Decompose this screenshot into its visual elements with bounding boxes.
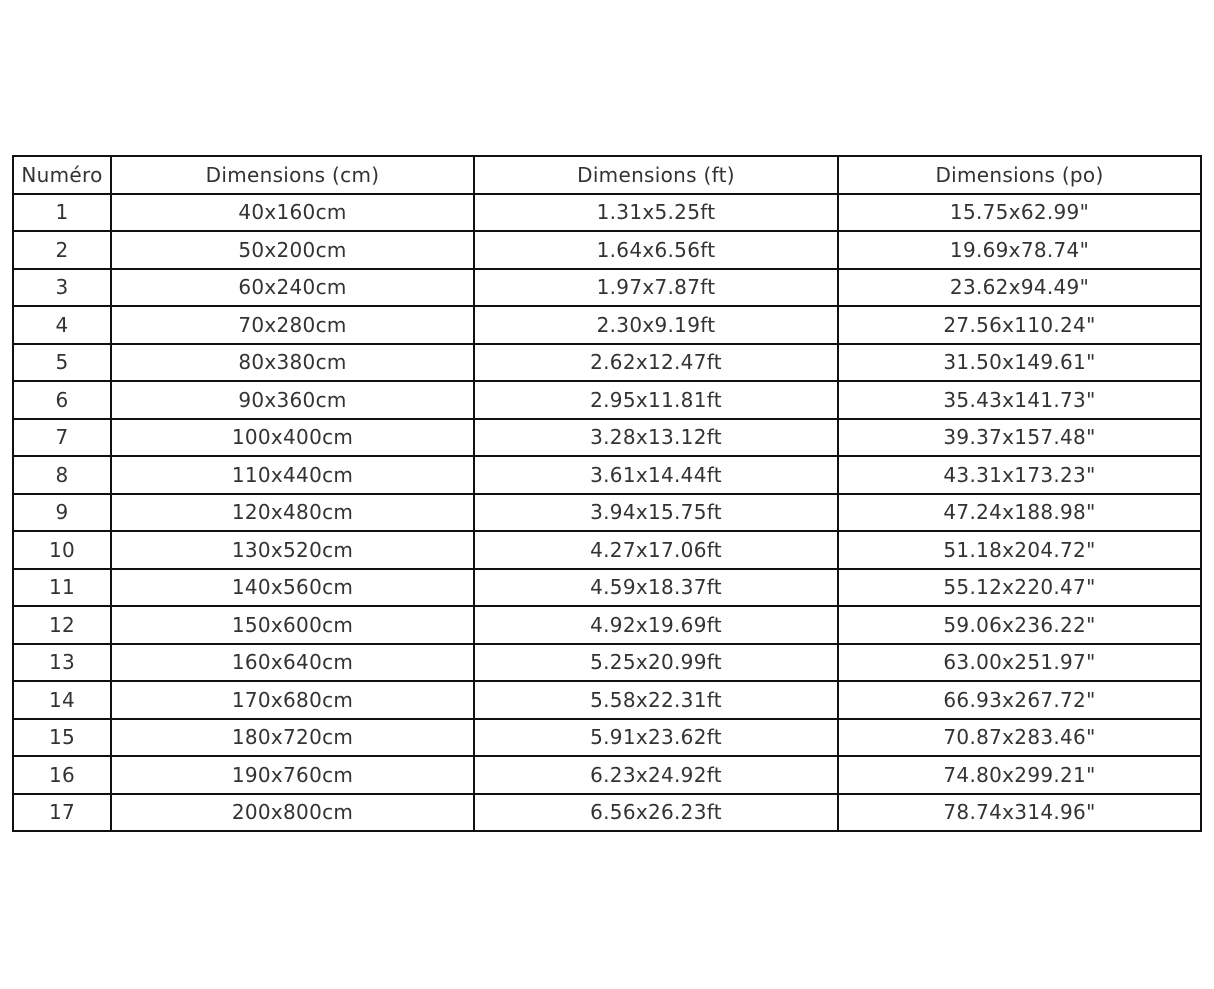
table-cell: 51.18x204.72" (838, 531, 1201, 569)
table-row (13, 794, 1201, 832)
table-cell: 4.27x17.06ft (474, 531, 838, 569)
table-cell: 70x280cm (111, 306, 474, 344)
column-header-num-ro: Numéro (13, 156, 111, 194)
table-body (13, 194, 1201, 832)
table-cell: 6.56x26.23ft (474, 794, 838, 832)
table-cell: 17 (13, 794, 111, 832)
table-cell: 35.43x141.73" (838, 381, 1201, 419)
table-cell: 39.37x157.48" (838, 419, 1201, 457)
table-cell: 2 (13, 231, 111, 269)
table-row (13, 644, 1201, 682)
table-cell: 8 (13, 456, 111, 494)
table-cell: 3 (13, 269, 111, 307)
table-cell: 110x440cm (111, 456, 474, 494)
table-cell: 60x240cm (111, 269, 474, 307)
table-cell: 90x360cm (111, 381, 474, 419)
table-row (13, 456, 1201, 494)
table-row (13, 531, 1201, 569)
table-cell: 120x480cm (111, 494, 474, 532)
table-row (13, 306, 1201, 344)
table-cell: 5 (13, 344, 111, 382)
table-cell: 1 (13, 194, 111, 232)
table-cell: 1.31x5.25ft (474, 194, 838, 232)
table-cell: 140x560cm (111, 569, 474, 607)
table-cell: 4 (13, 306, 111, 344)
table-cell: 1.97x7.87ft (474, 269, 838, 307)
table-cell: 23.62x94.49" (838, 269, 1201, 307)
table-cell: 3.94x15.75ft (474, 494, 838, 532)
table-cell: 3.61x14.44ft (474, 456, 838, 494)
table-cell: 5.25x20.99ft (474, 644, 838, 682)
table-cell: 9 (13, 494, 111, 532)
table-cell: 5.91x23.62ft (474, 719, 838, 757)
column-header-dimensions-po: Dimensions (po) (838, 156, 1201, 194)
table-cell: 40x160cm (111, 194, 474, 232)
table-cell: 130x520cm (111, 531, 474, 569)
table-cell: 11 (13, 569, 111, 607)
table-cell: 180x720cm (111, 719, 474, 757)
table-cell: 31.50x149.61" (838, 344, 1201, 382)
table-row (13, 681, 1201, 719)
table-row (13, 756, 1201, 794)
dimensions-table-container (12, 155, 1200, 832)
table-cell: 10 (13, 531, 111, 569)
table-cell: 150x600cm (111, 606, 474, 644)
table-cell: 1.64x6.56ft (474, 231, 838, 269)
table-row (13, 719, 1201, 757)
table-cell: 2.62x12.47ft (474, 344, 838, 382)
table-cell: 2.95x11.81ft (474, 381, 838, 419)
table-cell: 15 (13, 719, 111, 757)
table-row (13, 419, 1201, 457)
column-header-dimensions-cm: Dimensions (cm) (111, 156, 474, 194)
table-cell: 59.06x236.22" (838, 606, 1201, 644)
table-row (13, 194, 1201, 232)
table-cell: 43.31x173.23" (838, 456, 1201, 494)
table-row (13, 494, 1201, 532)
table-cell: 170x680cm (111, 681, 474, 719)
table-cell: 74.80x299.21" (838, 756, 1201, 794)
table-cell: 5.58x22.31ft (474, 681, 838, 719)
table-cell: 200x800cm (111, 794, 474, 832)
table-row (13, 231, 1201, 269)
table-cell: 47.24x188.98" (838, 494, 1201, 532)
table-row (13, 569, 1201, 607)
table-cell: 50x200cm (111, 231, 474, 269)
table-cell: 27.56x110.24" (838, 306, 1201, 344)
table-cell: 4.92x19.69ft (474, 606, 838, 644)
table-cell: 78.74x314.96" (838, 794, 1201, 832)
table-cell: 100x400cm (111, 419, 474, 457)
table-cell: 66.93x267.72" (838, 681, 1201, 719)
table-cell: 80x380cm (111, 344, 474, 382)
table-cell: 160x640cm (111, 644, 474, 682)
table-row (13, 344, 1201, 382)
table-cell: 19.69x78.74" (838, 231, 1201, 269)
table-cell: 190x760cm (111, 756, 474, 794)
table-cell: 2.30x9.19ft (474, 306, 838, 344)
header-row (13, 156, 1201, 194)
table-row (13, 606, 1201, 644)
table-cell: 7 (13, 419, 111, 457)
table-cell: 63.00x251.97" (838, 644, 1201, 682)
table-cell: 70.87x283.46" (838, 719, 1201, 757)
table-cell: 3.28x13.12ft (474, 419, 838, 457)
table-cell: 14 (13, 681, 111, 719)
table-cell: 13 (13, 644, 111, 682)
column-header-dimensions-ft: Dimensions (ft) (474, 156, 838, 194)
table-row (13, 381, 1201, 419)
dimensions-table (12, 155, 1202, 832)
table-cell: 4.59x18.37ft (474, 569, 838, 607)
table-cell: 12 (13, 606, 111, 644)
table-row (13, 269, 1201, 307)
table-cell: 15.75x62.99" (838, 194, 1201, 232)
table-cell: 55.12x220.47" (838, 569, 1201, 607)
table-cell: 6 (13, 381, 111, 419)
table-cell: 16 (13, 756, 111, 794)
table-cell: 6.23x24.92ft (474, 756, 838, 794)
